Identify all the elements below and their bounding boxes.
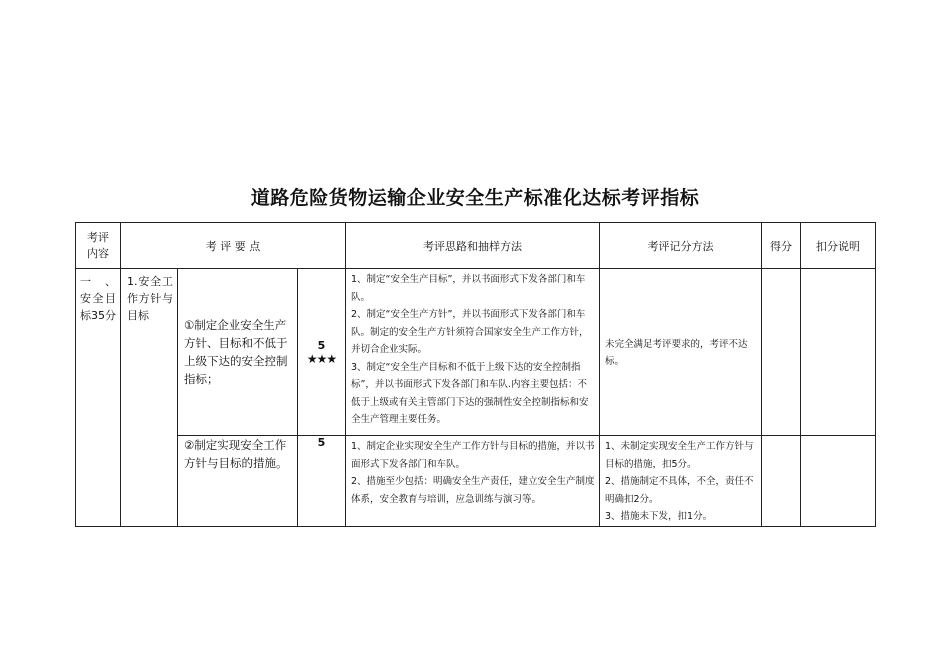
method-line: 3、制定“安全生产目标和不低于上级下达的安全控制指标”，并以书面形式下发各部门和车队.内容主要包括：不低于上级或有关主管部门下达的强制性安全控制指标和安全生产管理主要任务。	[351, 361, 589, 425]
header-scoring: 考评记分方法	[600, 223, 762, 269]
table-row	[76, 269, 876, 436]
header-content	[76, 223, 121, 269]
scoring-line: 未完全满足考评要求的，考评不达标。	[605, 338, 748, 367]
category-name: 安全目标35分	[80, 292, 116, 322]
document-title: 道路危险货物运输企业安全生产标准化达标考评指标	[250, 187, 700, 209]
point-cell	[178, 269, 298, 436]
sub-item-label: 1.安全工作方针与目标	[127, 275, 173, 322]
table-header-row	[76, 223, 876, 269]
header-content-label: 考评内容	[87, 230, 109, 260]
category-prefix: 一、	[80, 275, 116, 288]
note-cell	[801, 436, 876, 527]
category-cell	[76, 269, 121, 527]
key-item-stars-icon: ★★★	[306, 351, 337, 366]
header-method: 考评思路和抽样方法	[346, 223, 600, 269]
score-cell	[298, 269, 346, 436]
score-cell	[298, 436, 346, 527]
note-cell	[801, 269, 876, 436]
evaluation-table	[75, 222, 876, 527]
scoring-line: 2、措施制定不具体，不全，责任不明确扣2分。	[605, 476, 754, 505]
point-cell	[178, 436, 298, 527]
sub-item-cell	[121, 269, 178, 527]
scoring-cell	[600, 436, 762, 527]
got-cell	[762, 269, 801, 436]
scoring-line: 1、未制定实现安全生产工作方针与目标的措施，扣5分。	[605, 441, 754, 470]
method-line: 2、措施至少包括：明确安全生产责任，建立安全生产制度体系，安全教育与培训，应急训练与演习等。	[351, 476, 595, 505]
method-line: 2、制定“安全生产方针”，并以书面形式下发各部门和车队。制定的安全生产方针须符合国家安全生产工作方针，并切合企业实际。	[351, 309, 589, 355]
header-deduction-note: 扣分说明	[801, 223, 876, 269]
got-cell	[762, 436, 801, 527]
point-text: ②制定实现安全工作方针与目标的措施。	[184, 438, 288, 470]
table-row	[76, 436, 876, 527]
scoring-line: 3、措施未下发，扣1分。	[605, 511, 713, 522]
score-value: 5	[317, 436, 326, 449]
point-text: ①制定企业安全生产方针、目标和不低于上级下达的安全控制指标；	[184, 318, 288, 386]
header-got: 得分	[762, 223, 801, 269]
method-cell	[346, 269, 600, 436]
method-line: 1、制定“安全生产目标”，并以书面形式下发各部门和车队。	[351, 274, 586, 303]
method-line: 1、制定企业实现安全生产工作方针与目标的措施，并以书面形式下发各部门和车队。	[351, 441, 595, 470]
header-points	[121, 223, 346, 269]
scoring-cell	[600, 269, 762, 436]
header-points-label: 考 评 要 点	[205, 239, 261, 253]
score-value: 5	[317, 338, 326, 352]
method-cell	[346, 436, 600, 527]
